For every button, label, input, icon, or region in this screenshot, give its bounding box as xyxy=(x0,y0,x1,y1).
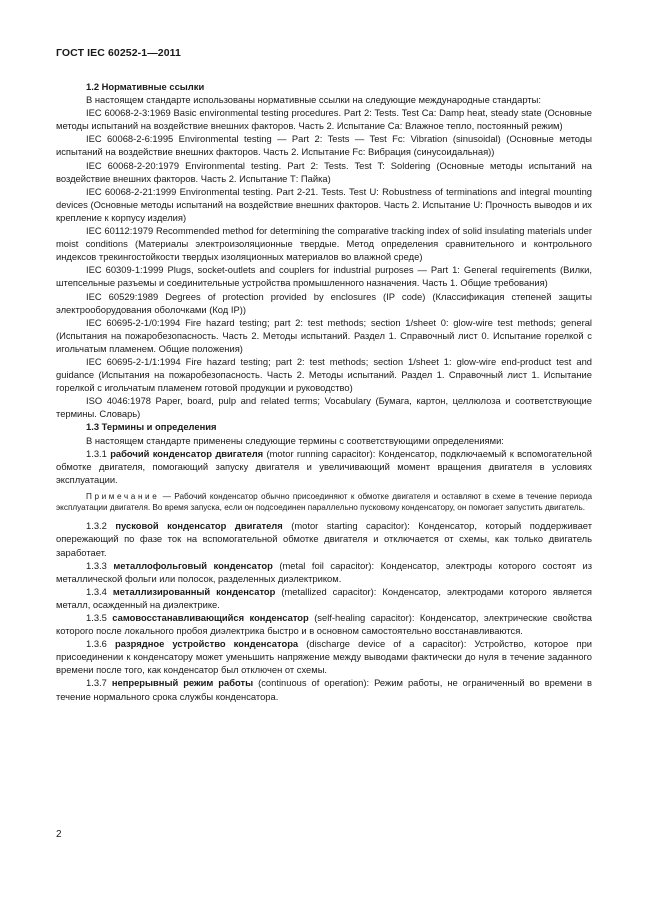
term-text: (continuous of operation): Режим работы, не ограниченный во времени в течение нормального срока службы конденсатора. xyxy=(56,677,593,702)
section-heading-1-3: 1.3 Термины и определения xyxy=(86,421,217,433)
term-text: (motor running capacitor): Конденсатор, подключаемый к вспомогательной обмотке двигателя, помогающий запуску двигателя и увеличивающий момент вращения двигателя в условиях эксплуатации. xyxy=(56,447,592,485)
term-name: разрядное устройство конденсатора xyxy=(114,638,299,650)
document-body xyxy=(56,80,592,703)
reference-item: IEC 60068-2-6:1995 Environmental testing — Part 2: Tests — Test Fc: Vibration (sinusoidal) (Основные методы испытаний на воздействие внешних факторов. Часть 2. Испытание Fc: Вибрация (синусоидальная)) xyxy=(56,133,592,158)
note-text: — Рабочий конденсатор обычно присоединяют к обмотке двигателя и оставляют в схеме в течение периода эксплуатации двигателя. Во время запуска, если он подсоединен параллельно пусковому конденсатору, он помогает запустить двигатель. xyxy=(56,491,592,513)
reference-item: IEC 60068-2-20:1979 Environmental testing. Part 2: Tests. Test T: Soldering (Основные методы испытаний на воздействие внешних факторов. Часть 2. Испытание Т: Пайка) xyxy=(56,159,592,184)
term-text: (metal foil capacitor): Конденсатор, электроды которого состоят из металлической фольги или полосок, разделенных диэлектриком. xyxy=(56,559,592,584)
document-header: ГОСТ IEC 60252-1—2011 xyxy=(56,47,181,59)
term-name: рабочий конденсатор двигателя xyxy=(110,447,264,459)
reference-item: IEC 60112:1979 Recommended method for determining the comparative tracking index of solid insulating materials under moist conditions (Материалы электроизоляционные твердые. Метод определения сравнительного и контрольного индексов трекингостойкости твердых изоляционных материалов во влажной среде) xyxy=(56,225,592,263)
reference-item: IEC 60529:1989 Degrees of protection provided by enclosures (IP code) (Классификация степеней защиты электрооборудования оболочками (Код IP)) xyxy=(56,290,592,315)
reference-item: IEC 60309-1:1999 Plugs, socket-outlets and couplers for industrial purposes — Part 1: General requirements (Вилки, штепсельные разъемы и соединительные устройства промышленного назначения. Часть 1. Общие требования) xyxy=(56,264,592,289)
term-number: 1.3.6 xyxy=(86,638,107,650)
section-intro: В настоящем стандарте использованы нормативные ссылки на следующие международные стандарты: xyxy=(86,94,541,106)
term-number: 1.3.4 xyxy=(86,585,107,597)
term-definition xyxy=(56,559,592,585)
term-text: (motor starting capacitor): Конденсатор, который поддерживает опережающий по фазе ток на вспомогательной обмотке двигателя и отключается от схемы, как только двигатель заработает. xyxy=(56,520,592,558)
term-name: металлофольговый конденсатор xyxy=(113,559,273,571)
reference-item: IEC 60695-2-1/1:1994 Fire hazard testing; part 2: test methods; section 1/sheet 1: glow-wire end-product test and guidance (Испытания на пожаробезопасность. Часть 2. Методы испытаний. Раздел 1. Справочный лист 1. Испытание горелкой с игольчатым пламенем готовой продукции и руководство) xyxy=(56,355,592,394)
reference-item: IEC 60695-2-1/0:1994 Fire hazard testing; part 2: test methods; section 1/sheet 0: glow-wire test methods; general (Испытания на пожаробезопасность. Часть 2. Методы испытаний. Раздел 1. Справочный лист 0. Испытание горелкой с игольчатым пламенем. Общие положения) xyxy=(56,316,592,354)
term-definition xyxy=(56,447,592,486)
term-text: (metallized capacitor): Конденсатор, электродами которого является металл, осажденный на диэлектрике. xyxy=(56,585,592,610)
note-paragraph xyxy=(56,491,592,513)
reference-item: ISO 4046:1978 Paper, board, pulp and related terms; Vocabulary (Бумага, картон, целлюлоза и соответствующие термины. Словарь) xyxy=(56,395,592,420)
term-definition xyxy=(56,611,592,637)
term-number: 1.3.2 xyxy=(86,520,107,532)
section-intro: В настоящем стандарте применены следующие термины с соответствующими определениями: xyxy=(86,434,504,446)
reference-item: IEC 60068-2-21:1999 Environmental testing. Part 2-21. Tests. Test U: Robustness of terminations and integral mounting devices (Основные методы испытаний на воздействие внешних факторов. Часть 2. Испытание U: Прочность выводов и их крепление к корпусу изделия) xyxy=(56,185,592,223)
note-label: Примечание xyxy=(86,491,160,501)
section-heading-1-2: 1.2 Нормативные ссылки xyxy=(86,81,205,92)
term-text: (self-healing capacitor): Конденсатор, электрические свойства которого после локального пробоя диэлектрика быстро и в основном самостоятельно восстанавливаются. xyxy=(56,611,593,637)
term-name: металлизированный конденсатор xyxy=(112,585,276,597)
term-definition xyxy=(56,637,592,676)
term-number: 1.3.7 xyxy=(86,677,107,689)
term-definition xyxy=(56,519,592,558)
term-definition xyxy=(56,585,592,611)
term-name: самовосстанавливающийся конденсатор xyxy=(112,611,309,623)
term-name: непрерывный режим работы xyxy=(111,677,254,689)
term-number: 1.3.3 xyxy=(86,559,107,571)
page-number: 2 xyxy=(56,829,62,840)
term-number: 1.3.5 xyxy=(86,611,107,623)
term-definition xyxy=(56,676,592,702)
reference-item: IEC 60068-2-3:1969 Basic environmental testing procedures. Part 2: Tests. Test Ca: Damp heat, steady state (Основные методы испытаний на воздействие внешних факторов. Часть 2. Испытание Ca: Влажное тепло, постоянный режим) xyxy=(56,107,592,132)
term-name: пусковой конденсатор двигателя xyxy=(115,520,283,532)
term-text: (discharge device of a capacitor): Устройство, которое при присоединении к конденсатору может уменьшить напряжение между выводами фактически до нуля в течение заданного времени после того, как конденсатор был отключен от схемы. xyxy=(56,638,593,676)
term-number: 1.3.1 xyxy=(86,447,107,459)
